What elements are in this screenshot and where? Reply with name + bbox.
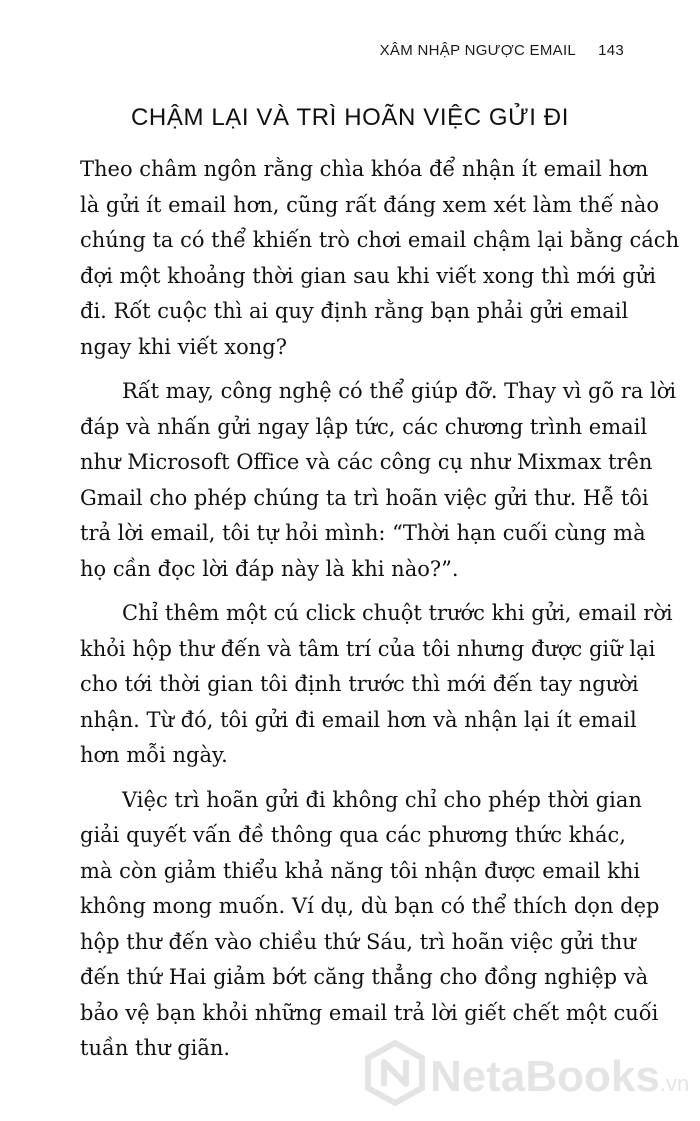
page-number: 143 — [598, 42, 624, 59]
text-line: tuần thư giãn. — [80, 1036, 231, 1060]
text-line: đi. Rốt cuộc thì ai quy định rằng bạn phải gửi email — [80, 299, 629, 323]
text-line: Gmail cho phép chúng ta trì hoãn việc gửi thư. Hễ tôi — [80, 485, 649, 510]
text-line: giải quyết vấn đề thông qua các phương thức khác, — [80, 823, 626, 847]
text-line: như Microsoft Office và các công cụ như Mixmax trên — [80, 450, 653, 474]
text-line: Việc trì hoãn gửi đi không chỉ cho phép thời gian — [122, 787, 642, 812]
watermark-suffix: .vn — [659, 1071, 690, 1096]
paragraph-4 — [80, 783, 660, 1067]
text-line: là gửi ít email hơn, cũng rất đáng xem xét làm thế nào — [80, 192, 659, 217]
watermark — [362, 1040, 690, 1110]
text-line: mà còn giảm thiểu khả năng tôi nhận được email khi — [80, 858, 641, 883]
text-line: khỏi hộp thư đến và tâm trí của tôi nhưng được giữ lại — [80, 636, 656, 661]
text-line: Theo châm ngôn rằng chìa khóa để nhận ít email hơn — [80, 157, 649, 181]
text-line: trả lời email, tôi tự hỏi mình: “Thời hạn cuối cùng mà — [80, 521, 646, 545]
text-line: nhận. Từ đó, tôi gửi đi email hơn và nhận lại ít email — [80, 707, 637, 732]
watermark-text — [430, 1052, 689, 1102]
text-line: không mong muốn. Ví dụ, dù bạn có thể thích dọn dẹp — [80, 894, 660, 918]
chapter-title: XÂM NHẬP NGƯỢC EMAIL — [379, 42, 577, 59]
text-line: đến thứ Hai giảm bớt căng thẳng cho đồng nghiệp và — [80, 965, 649, 989]
section-heading: CHẬM LẠI VÀ TRÌ HOÃN VIỆC GỬI ĐI — [131, 104, 569, 131]
text-line: bảo vệ bạn khỏi những email trả lời giết chết một cuối — [80, 1000, 659, 1025]
paragraph-2 — [80, 374, 677, 587]
text-line: ngay khi viết xong? — [80, 334, 287, 359]
text-line: Rất may, công nghệ có thể giúp đỡ. Thay vì gõ ra lời — [122, 379, 677, 403]
text-line: hộp thư đến vào chiều thứ Sáu, trì hoãn việc gửi thư — [80, 929, 636, 954]
text-line: đáp và nhấn gửi ngay lập tức, các chương trình email — [80, 414, 648, 439]
running-header — [380, 42, 624, 59]
text-line: chúng ta có thể khiến trò chơi email chậm lại bằng cách — [80, 228, 680, 252]
netabooks-logo-icon — [362, 1040, 428, 1106]
text-line: họ cần đọc lời đáp này là khi nào?”. — [80, 556, 459, 581]
text-line: cho tới thời gian tôi định trước thì mới đến tay người — [80, 672, 639, 696]
body-text — [80, 152, 680, 1076]
text-line: đợi một khoảng thời gian sau khi viết xong thì mới gửi — [80, 263, 656, 288]
text-line: Chỉ thêm một cú click chuột trước khi gửi, email rời — [122, 601, 673, 625]
paragraph-1 — [80, 152, 680, 365]
paragraph-3 — [80, 596, 673, 774]
text-line: hơn mỗi ngày. — [80, 743, 228, 767]
watermark-brand: NetaBooks — [430, 1052, 660, 1101]
